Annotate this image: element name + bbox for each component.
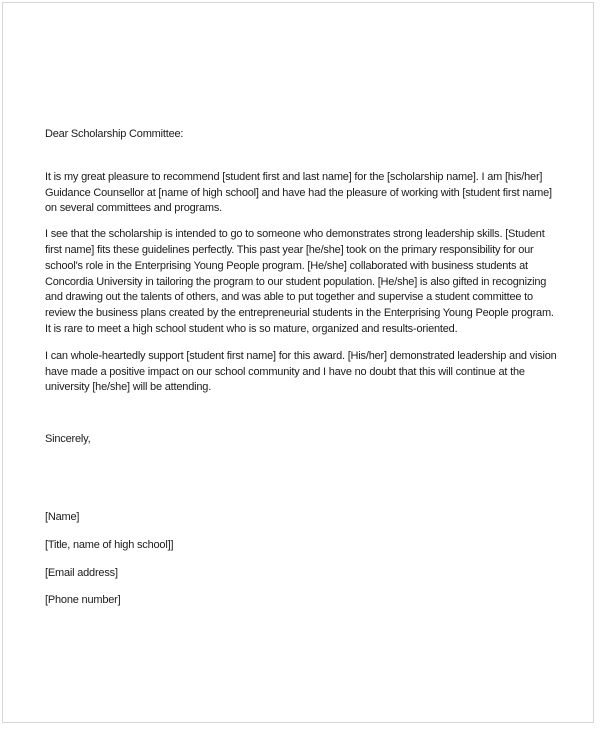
letter-paragraph-body: I see that the scholarship is intended to go to someone who demonstrates strong leadership skills. [Student first name] fits these guidelines perfectly. This past year [he/she] took on the primary responsibility for our school's role in the Enterprising Young People program. [He/she] collaborated with business students at Concordia University in tailoring the program to our student population. [He/she] is also gifted in recognizing and drawing out the talents of others, and was able to put together and supervise a student committee to review the business plans created by the entrepreneurial students in the Enterprising Young People program. It is rare to meet a high school student who is so mature, organized and results-oriented. <box>45 228 554 335</box>
salutation: Dear Scholarship Committee: <box>45 128 184 140</box>
signature-email-placeholder: [Email address] <box>45 566 118 579</box>
signature-title-placeholder: [Title, name of high school]] <box>45 538 174 551</box>
closing: Sincerely, <box>45 433 91 446</box>
letter-paragraph-endorsement: I can whole-heartedly support [student first name] for this award. [His/her] demonstrated leadership and vision have made a positive impact on our school community and I have no doubt that this will continue at the university [he/she] will be attending. <box>45 349 557 394</box>
signature-phone-placeholder: [Phone number] <box>45 594 121 607</box>
letter-document <box>45 0 557 609</box>
letter-paragraph-intro: It is my great pleasure to recommend [student first and last name] for the [scholarship name]. I am [his/her] Guidance Counsellor at [name of high school] and have had the pleasure of working with [student first name] on several committees and programs. <box>45 170 552 215</box>
signature-name-placeholder: [Name] <box>45 510 80 523</box>
